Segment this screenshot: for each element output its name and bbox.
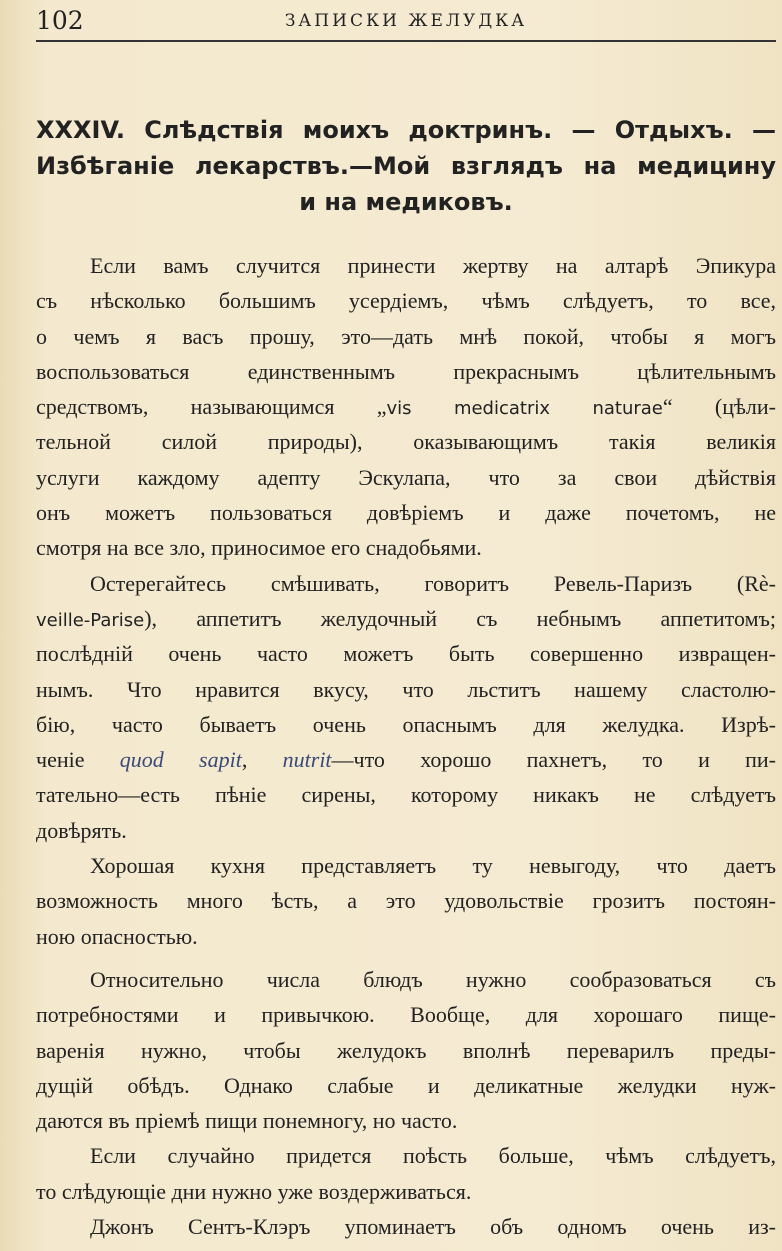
text-line: возможность много ѣсть, а это удовольствіе грозитъ постоян- [36,888,776,914]
chapter-heading-line: XXXIV. Слѣдствія моихъ доктринъ. — Отдыхъ. — [36,116,776,144]
page-number: 102 [36,6,84,35]
text-line: потребностями и привычкою. Вообще, для хорошаго пище- [36,1002,776,1028]
text-line: съ нѣсколько большимъ усердіемъ, чѣмъ слѣдуетъ, то все, [36,288,776,314]
text-line: смотря на все зло, приносимое его снадобьями. [36,535,482,561]
running-head [36,6,776,38]
text-line: услуги каждому адепту Эскулапа, что за свои дѣйствія [36,464,776,490]
text-line: тельной силой природы), оказывающимъ такія великія [36,429,776,455]
text-line [36,742,776,777]
text-line: даются въ пріемѣ пищи понемногу, но часто. [36,1108,458,1134]
text-fragment: , [241,747,283,773]
text-line: дущій обѣдъ. Однако слабые и деликатные желудки нуж- [36,1072,776,1098]
text-line: Относительно числа блюдъ нужно сообразоваться съ [90,966,776,992]
text-line: ною опасностью. [36,923,198,949]
text-line: о чемъ я васъ прошу, это—дать мнѣ покой, чтобы я могъ [36,323,776,349]
text-line: послѣдній очень часто можетъ быть совершенно извращен- [36,641,776,667]
text-fragment: средствомъ, называющимся „ [36,394,387,420]
chapter-heading [36,112,776,220]
text-line: Остерегайтесь смѣшивать, говоритъ Ревель-Паризъ (Rè- [90,570,776,596]
text-line: онъ можетъ пользоваться довѣріемъ и даже почетомъ, не [36,500,776,526]
running-title: ЗАПИСКИ ЖЕЛУДКА [284,11,528,31]
chapter-heading-line: и на медиковъ. [299,188,513,216]
text-line: воспользоваться единственнымъ прекраснымъ цѣлительнымъ [36,358,776,384]
latin-name: veille-Parise [36,609,145,631]
header-rule [36,40,776,42]
text-line: варенія нужно, чтобы желудокъ вполнѣ переварилъ преды- [36,1037,776,1063]
text-line: тательно—есть пѣніе сирены, которому никакъ не слѣдуетъ [36,782,776,808]
latin-phrase: vis medicatrix naturae [386,398,663,420]
text-line: то слѣдующіе дни нужно уже воздерживаться. [36,1178,472,1204]
text-fragment: —что хорошо пахнетъ, то и пи- [331,747,777,773]
text-line: Если случайно придется поѣсть больше, чѣмъ слѣдуетъ, [90,1143,776,1169]
text-line [36,389,776,424]
text-fragment: ченіе [36,747,120,773]
body-text [36,248,776,1244]
text-line [36,601,776,636]
text-line: нымъ. Что нравится вкусу, что льститъ нашему сластолю- [36,676,776,702]
text-line: Если вамъ случится принести жертву на алтарѣ Эпикура [90,253,776,278]
text-fragment: ), аппетитъ желудочный съ небнымъ аппетитомъ; [144,605,776,631]
text-line: Хорошая кухня представляетъ ту невыгоду, что даетъ [90,853,776,879]
text-line: довѣрять. [36,817,127,843]
text-fragment: “ (цѣли- [662,394,776,420]
italic-phrase: quod sapit [119,747,242,773]
text-line: Джонъ Сентъ-Клэръ упоминаетъ объ одномъ очень из- [90,1214,776,1240]
text-line: бію, часто бываетъ очень опаснымъ для желудка. Изрѣ- [36,711,776,737]
chapter-heading-line: Избѣганіе лекарствъ.—Мой взглядъ на медицину [36,152,776,180]
italic-phrase: nutrit [282,747,332,773]
